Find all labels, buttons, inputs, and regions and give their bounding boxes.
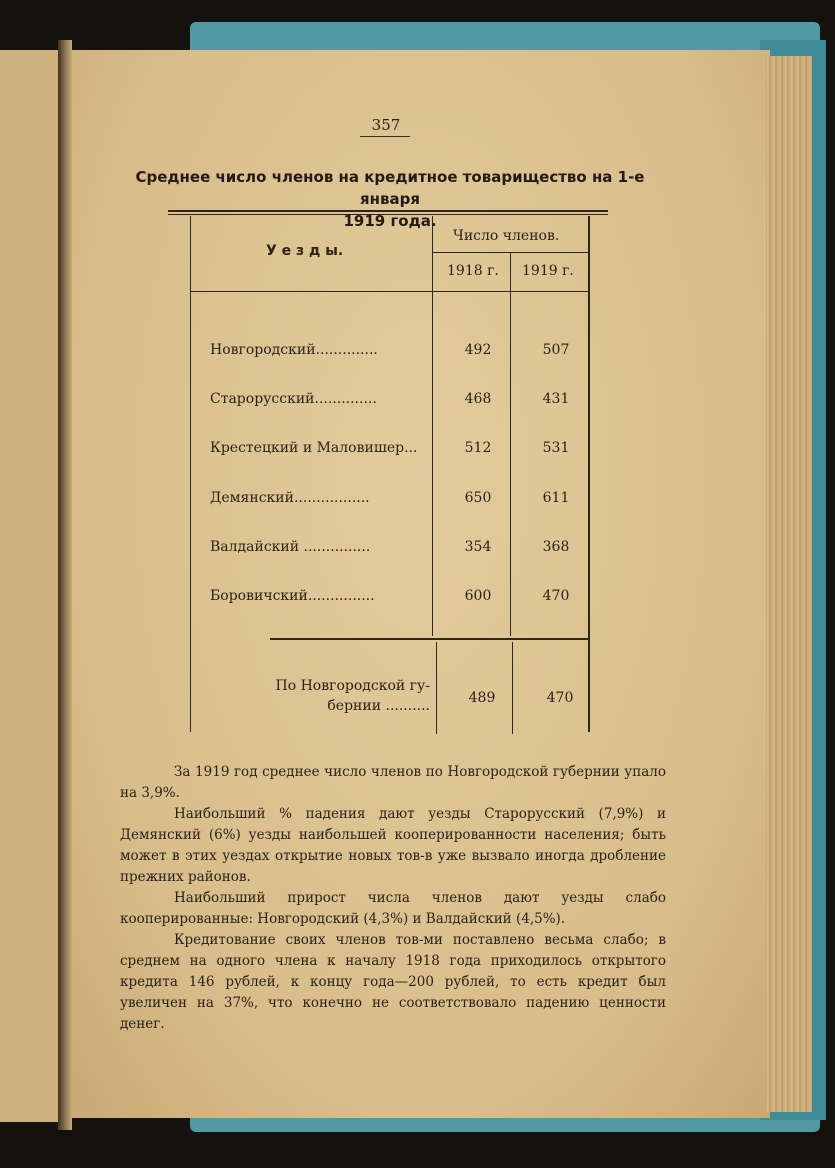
total-value-1918: 489 [468,690,496,706]
header-districts: У е з д ы. [266,243,344,259]
row-value-1919: 431 [542,391,570,407]
total-label-line-2: бернии .......... [327,698,430,714]
row-district: Демянский................. [210,490,370,506]
table-top-rule-2 [168,214,608,215]
table-right-border [588,216,590,732]
row-value-1918: 492 [464,342,492,358]
header-subrule [432,252,588,253]
header-members: Число членов. [453,228,560,244]
row-district: Крестецкий и Маловишер... [210,440,418,456]
header-1918: 1918 г. [447,263,499,279]
row-value-1919: 611 [542,490,570,506]
row-value-1919: 507 [542,342,570,358]
total-divider-1918 [436,642,437,734]
header-1919: 1919 г. [522,263,574,279]
row-value-1918: 354 [464,539,492,555]
col-divider-1919 [510,252,511,636]
row-district: Валдайский ............... [210,539,371,555]
row-value-1918: 650 [464,490,492,506]
table-top-rule [168,210,608,212]
title-line-2: 1919 года. [343,212,437,230]
paragraph: Кредитование своих членов тов-ми поставлено весьма слабо; в среднем на одного члена к началу 1918 года приходилось открытого кредита 146 рублей, к концу года—200 рублей, то есть кредит был увеличен на 37%, что конечно не соответствовало падению ценности денег. [120,932,666,1032]
total-label [245,676,430,716]
row-district: Старорусский.............. [210,391,377,407]
total-divider-1919 [512,642,513,734]
book-spine [58,40,72,1130]
left-page [0,50,66,1122]
total-value-1919: 470 [546,690,574,706]
paragraph: За 1919 год среднее число членов по Новгородской губернии упало на 3,9%. [120,764,666,801]
row-value-1919: 470 [542,588,570,604]
row-value-1918: 600 [464,588,492,604]
row-value-1918: 512 [464,440,492,456]
page-number-underline [360,136,410,137]
title-line-1: Среднее число членов на кредитное товарищество на 1-е января [135,168,645,208]
row-value-1919: 368 [542,539,570,555]
page-number: 357 [371,116,401,134]
col-divider-1918 [432,216,433,636]
row-value-1919: 531 [542,440,570,456]
row-value-1918: 468 [464,391,492,407]
paragraph: Наибольший % падения дают уезды Старорусский (7,9%) и Демянский (6%) уезды наибольшей кооперированности населения; быть может в этих уездах открытие новых тов-в уже вызвало иногда дробление прежних районов. [120,806,666,885]
header-bottom-rule [190,291,588,292]
total-label-line-1: По Новгородской гу- [275,678,430,694]
table-title [110,166,670,232]
table-left-border [190,216,191,732]
row-district: Боровичский............... [210,588,375,604]
body-text [120,762,666,1035]
paragraph: Наибольший прирост числа членов дают уезды слабо кооперированные: Новгородский (4,3%) и Валдайский (4,5%). [120,890,666,927]
row-district: Новгородский.............. [210,342,378,358]
page-edges [766,56,812,1112]
total-rule [270,638,588,640]
